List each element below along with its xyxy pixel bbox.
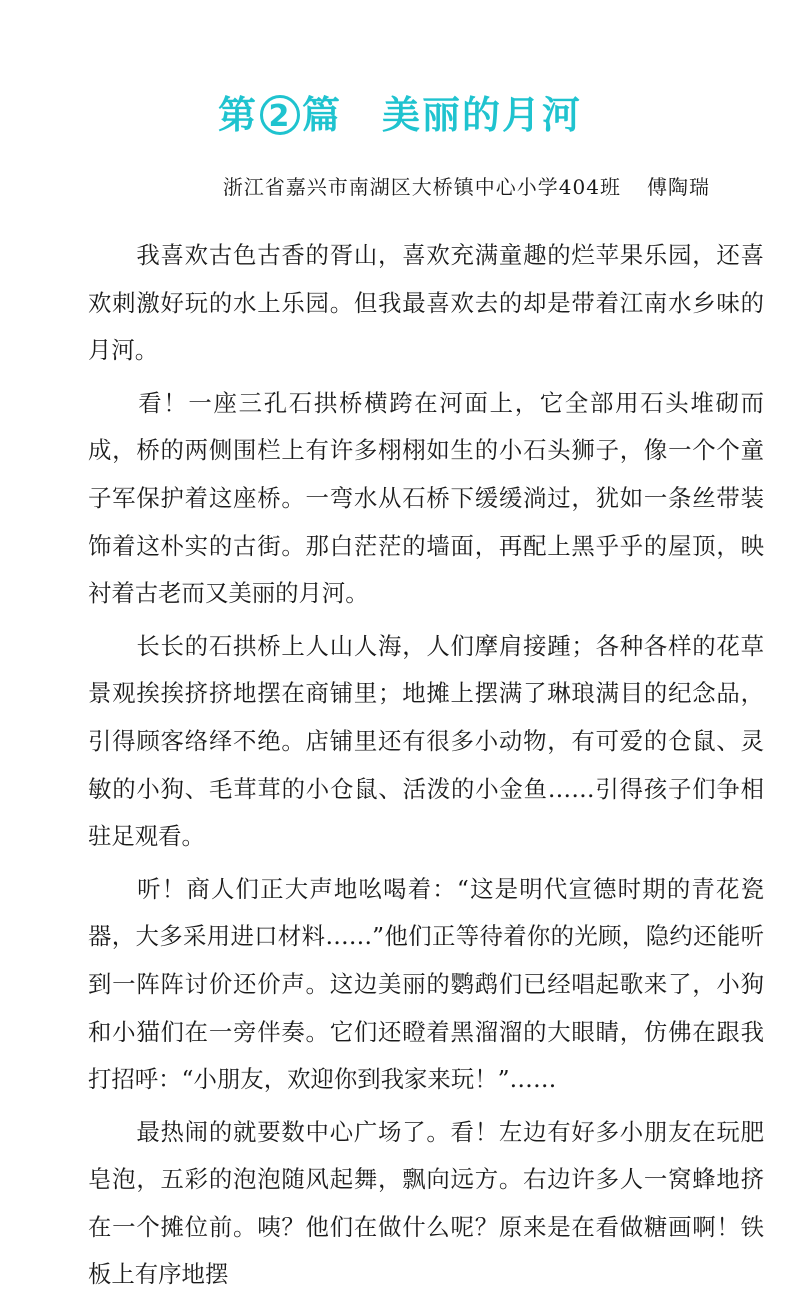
title-suffix: 篇 xyxy=(301,93,342,137)
title-prefix: 第 xyxy=(217,93,258,137)
paragraph-text: 听！商人们正大声地吆喝着：“这是明代宣德时期的青花瓷器，大多采用进口材料……”他们正等待着你的光顾，隐约还能听到一阵阵讨价还价声。这边美丽的鹦鹉们已经唱起歌来了，小狗和小猫们在一旁伴奏。它们还瞪着黑溜溜的大眼睛，仿佛在跟我打招呼：“小朋友，欢迎你到我家来玩！”…… xyxy=(88,874,764,1094)
article-body xyxy=(88,232,764,1304)
paragraph xyxy=(88,380,764,618)
paragraph xyxy=(88,1109,764,1299)
author-name: 傅陶瑞 xyxy=(647,175,710,199)
author-byline xyxy=(0,172,710,202)
article-number-badge: 2 xyxy=(260,95,300,135)
paragraph xyxy=(88,623,764,861)
paragraph-text: 长长的石拱桥上人山人海，人们摩肩接踵；各种各样的花草景观挨挨挤挤地摆在商铺里；地摊上摆满了琳琅满目的纪念品，引得顾客络绎不绝。店铺里还有很多小动物，有可爱的仓鼠、灵敏的小狗、毛茸茸的小仓鼠、活泼的小金鱼……引得孩子们争相驻足观看。 xyxy=(88,631,764,851)
paragraph-text: 最热闹的就要数中心广场了。看！左边有好多小朋友在玩肥皂泡，五彩的泡泡随风起舞，飘向远方。右边许多人一窝蜂地挤在一个摊位前。咦？他们在做什么呢？原来是在看做糖画啊！铁板上有序地摆 xyxy=(88,1117,764,1289)
paragraph-text: 看！一座三孔石拱桥横跨在河面上，它全部用石头堆砌而成，桥的两侧围栏上有许多栩栩如生的小石头狮子，像一个个童子军保护着这座桥。一弯水从石桥下缓缓淌过，犹如一条丝带装饰着这朴实的古街。那白茫茫的墙面，再配上黑乎乎的屋顶，映衬着古老而又美丽的月河。 xyxy=(88,388,764,608)
school-name: 浙江省嘉兴市南湖区大桥镇中心小学404班 xyxy=(222,175,621,199)
paragraph xyxy=(88,866,764,1104)
paragraph xyxy=(88,232,764,375)
paragraph-text: 我喜欢古色古香的胥山，喜欢充满童趣的烂苹果乐园，还喜欢刺激好玩的水上乐园。但我最喜欢去的却是带着江南水乡味的月河。 xyxy=(88,241,764,365)
title-text: 美丽的月河 xyxy=(382,93,583,137)
article-title xyxy=(0,90,800,140)
